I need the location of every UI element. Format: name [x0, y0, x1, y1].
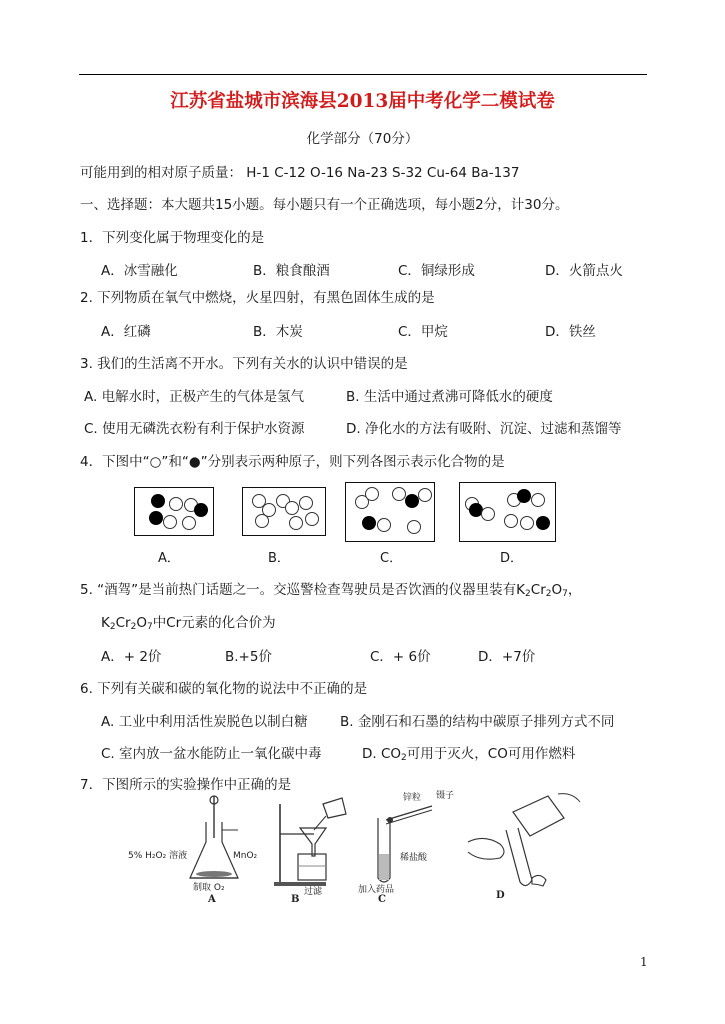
white-atom: [418, 488, 432, 502]
black-atom: [151, 494, 165, 508]
figure-a-apparatus: [128, 796, 258, 905]
figure-b-apparatus: [274, 798, 346, 905]
white-atom: [392, 487, 406, 501]
question-1-option-d: D．火箭点火: [545, 263, 623, 279]
question-5-option-a: A．+ 2价: [101, 649, 162, 665]
figure-d-apparatus: [468, 794, 580, 901]
question-5-stem-text: 5. “酒驾”是当前热门话题之一。交巡警检查驾驶员是否饮酒的仪器里装有: [80, 582, 517, 598]
figure-a-left-label: 5% H₂O₂ 溶液: [128, 851, 188, 861]
question-3-option-d: D. 净化水的方法有吸附、沉淀、过滤和蒸馏等: [346, 421, 622, 437]
white-atom: [365, 487, 379, 501]
white-atom: [377, 518, 391, 532]
figure-b-label: B: [291, 894, 300, 905]
header-rule: [79, 74, 647, 75]
page-subtitle: 化学部分（70分）: [306, 131, 419, 147]
black-atom: [362, 516, 376, 530]
chemical-formula: $K_2Cr_2O_7$: [101, 615, 153, 632]
figure-c-caption: 加入药品: [358, 885, 395, 895]
section-heading: 一、选择题：本大题共15小题。每小题只有一个正确选项，每小题2分，计30分。: [80, 197, 569, 213]
diagram-b-label: B．: [268, 551, 290, 566]
question-6-stem: 6. 下列有关碳和碳的氧化物的说法中不正确的是: [80, 681, 368, 697]
atomic-masses: 可能用到的相对原子质量： H-1 C-12 O-16 Na-23 S-32 Cu-64 Ba-137: [80, 165, 520, 181]
diagram-a-label: A．: [158, 551, 180, 566]
question-5-option-c: C．+ 6价: [370, 649, 431, 665]
chemical-formula: $K_2Cr_2O_7$: [516, 582, 568, 599]
question-4-stem: 4．下图中“○”和“●”分别表示两种原子，则下列各图示表示化合物的是: [80, 454, 505, 470]
page-title: 江苏省盐城市滨海县2013届中考化学二模试卷: [170, 91, 555, 112]
question-5-stem-cont: [101, 611, 276, 631]
white-atom: [182, 516, 196, 530]
figure-c-label: C: [378, 894, 386, 905]
question-1-stem: 1．下列变化属于物理变化的是: [80, 230, 265, 246]
black-atom: [194, 503, 208, 517]
question-7-stem: 7．下图所示的实验操作中正确的是: [80, 777, 292, 793]
question-2-option-a: A．红磷: [101, 324, 151, 340]
question-2-stem: 2. 下列物质在氧气中燃烧，火星四射，有黑色固体生成的是: [80, 290, 435, 306]
diagram-d-label: D．: [500, 551, 524, 566]
question-1-option-b: B．粮食酿酒: [253, 263, 330, 279]
diagram-d: [459, 482, 556, 542]
question-6-option-c: C. 室内放一盆水能防止一氧化碳中毒: [101, 746, 322, 762]
question-3-option-a: A. 电解水时，正极产生的气体是氢气: [84, 389, 305, 405]
question-5-option-b: B.+5价: [225, 649, 272, 665]
white-atom: [163, 515, 177, 529]
white-atom: [531, 493, 545, 507]
white-atom: [407, 520, 421, 534]
question-6-option-a: A. 工业中利用活性炭脱色以制白糖: [101, 714, 308, 730]
white-atom: [255, 514, 269, 528]
white-atom: [504, 514, 518, 528]
question-3-option-c: C. 使用无磷洗衣粉有利于保护水资源: [84, 421, 305, 437]
question-3-stem: 3. 我们的生活离不开水。下列有关水的认识中错误的是: [80, 356, 408, 372]
question-1-option-a: A．冰雪融化: [101, 263, 178, 279]
figure-a-caption: 制取 O₂: [193, 883, 225, 893]
page-number: 1: [640, 955, 648, 969]
question-3-option-b: B. 生活中通过煮沸可降低水的硬度: [346, 389, 553, 405]
question-2-option-d: D．铁丝: [545, 324, 596, 340]
white-atom: [289, 516, 303, 530]
figure-c-apparatus: [358, 790, 454, 905]
diagram-b: [242, 487, 326, 536]
white-atom: [305, 512, 319, 526]
black-atom: [517, 489, 531, 503]
question-6-option-b: B. 金刚石和石墨的结构中碳原子排列方式不同: [340, 714, 615, 730]
black-atom: [536, 516, 550, 530]
diagram-a: [134, 487, 214, 536]
white-atom: [481, 507, 495, 521]
figure-a-label: A: [208, 894, 216, 905]
black-atom: [405, 494, 419, 508]
white-atom: [169, 497, 183, 511]
white-atom: [520, 516, 534, 530]
figure-a-right-label: MnO₂: [233, 851, 258, 861]
question-2-option-b: B．木炭: [253, 324, 303, 340]
question-2-option-c: C．甲烷: [398, 324, 448, 340]
figure-c-top-label-2: 锌粒: [403, 793, 422, 803]
lab-operations-figure: [128, 790, 598, 905]
figure-c-top-label-1: 镊子: [436, 791, 455, 801]
diagram-c: [345, 482, 435, 542]
question-5-option-d: D．+7价: [478, 649, 536, 665]
question-5-stem: 5. “酒驾”是当前热门话题之一。交巡警检查驾驶员是否饮酒的仪器里装有$K_2Cr_2O_7$，: [80, 582, 582, 599]
figure-b-caption: 过滤: [304, 887, 323, 897]
figure-c-side-label: 稀盐酸: [400, 853, 428, 863]
question-1-option-c: C．铜绿形成: [398, 263, 475, 279]
white-atom: [299, 496, 313, 510]
white-atom: [285, 501, 299, 515]
black-atom: [149, 511, 163, 525]
question-6-option-d: D. $CO_2$可用于灭火，CO可用作燃料: [362, 746, 576, 763]
figure-d-label: D: [496, 890, 505, 901]
question-5-stem-tail: 中Cr元素的化合价为: [152, 615, 276, 631]
diagram-c-label: C．: [380, 551, 403, 566]
